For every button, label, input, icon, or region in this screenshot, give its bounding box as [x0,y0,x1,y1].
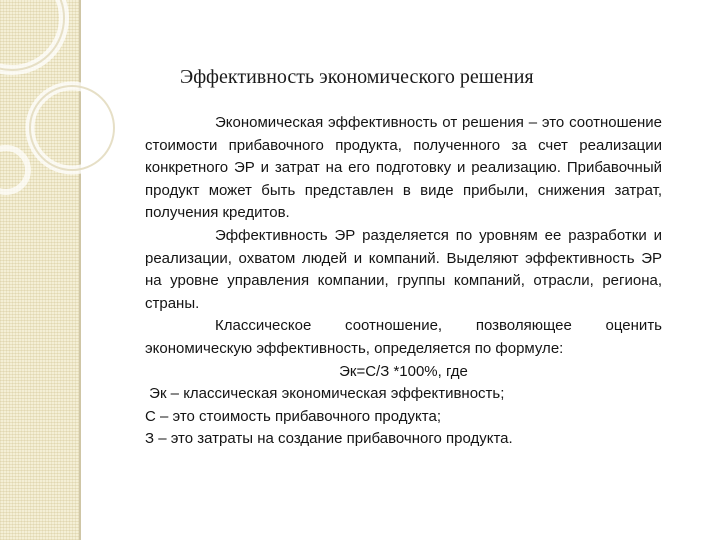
definition-c: С – это стоимость прибавочного продукта; [145,407,441,425]
formula: Эк=С/З *100%, где [339,362,468,380]
paragraph-levels: Эффективность ЭР разделяется по уровням ее разработки и реализации, охватом людей и компаний. Выделяют эффективность ЭР на уровне управления компании, группы компаний, отрасли, региона, страны. [145,226,662,312]
decorative-ring-middle-outline [30,86,114,170]
slide-title: Эффективность экономического решения [180,66,534,88]
decorative-ring-top-outline [0,0,64,70]
decorative-rings [0,0,120,300]
definition-z: З – это затраты на создание прибавочного продукта. [145,430,513,448]
paragraph-definition: Экономическая эффективность от решения – это соотношение стоимости прибавочного продукта, полученного за счет реализации конкретного ЭР и затрат на его подготовку и реализацию. Прибавочный продукт может быть представлен в виде прибыли, снижения затрат, получения кредитов. [145,114,662,222]
paragraph-formula-intro: Классическое соотношение, позволяющее оценить экономическую эффективность, определяется по формуле: [145,317,662,357]
decorative-ring-small [0,148,28,192]
definition-ek: Эк – классическая экономическая эффективность; [145,385,505,403]
decorative-ring-top [0,0,64,70]
slide-body [145,112,662,451]
